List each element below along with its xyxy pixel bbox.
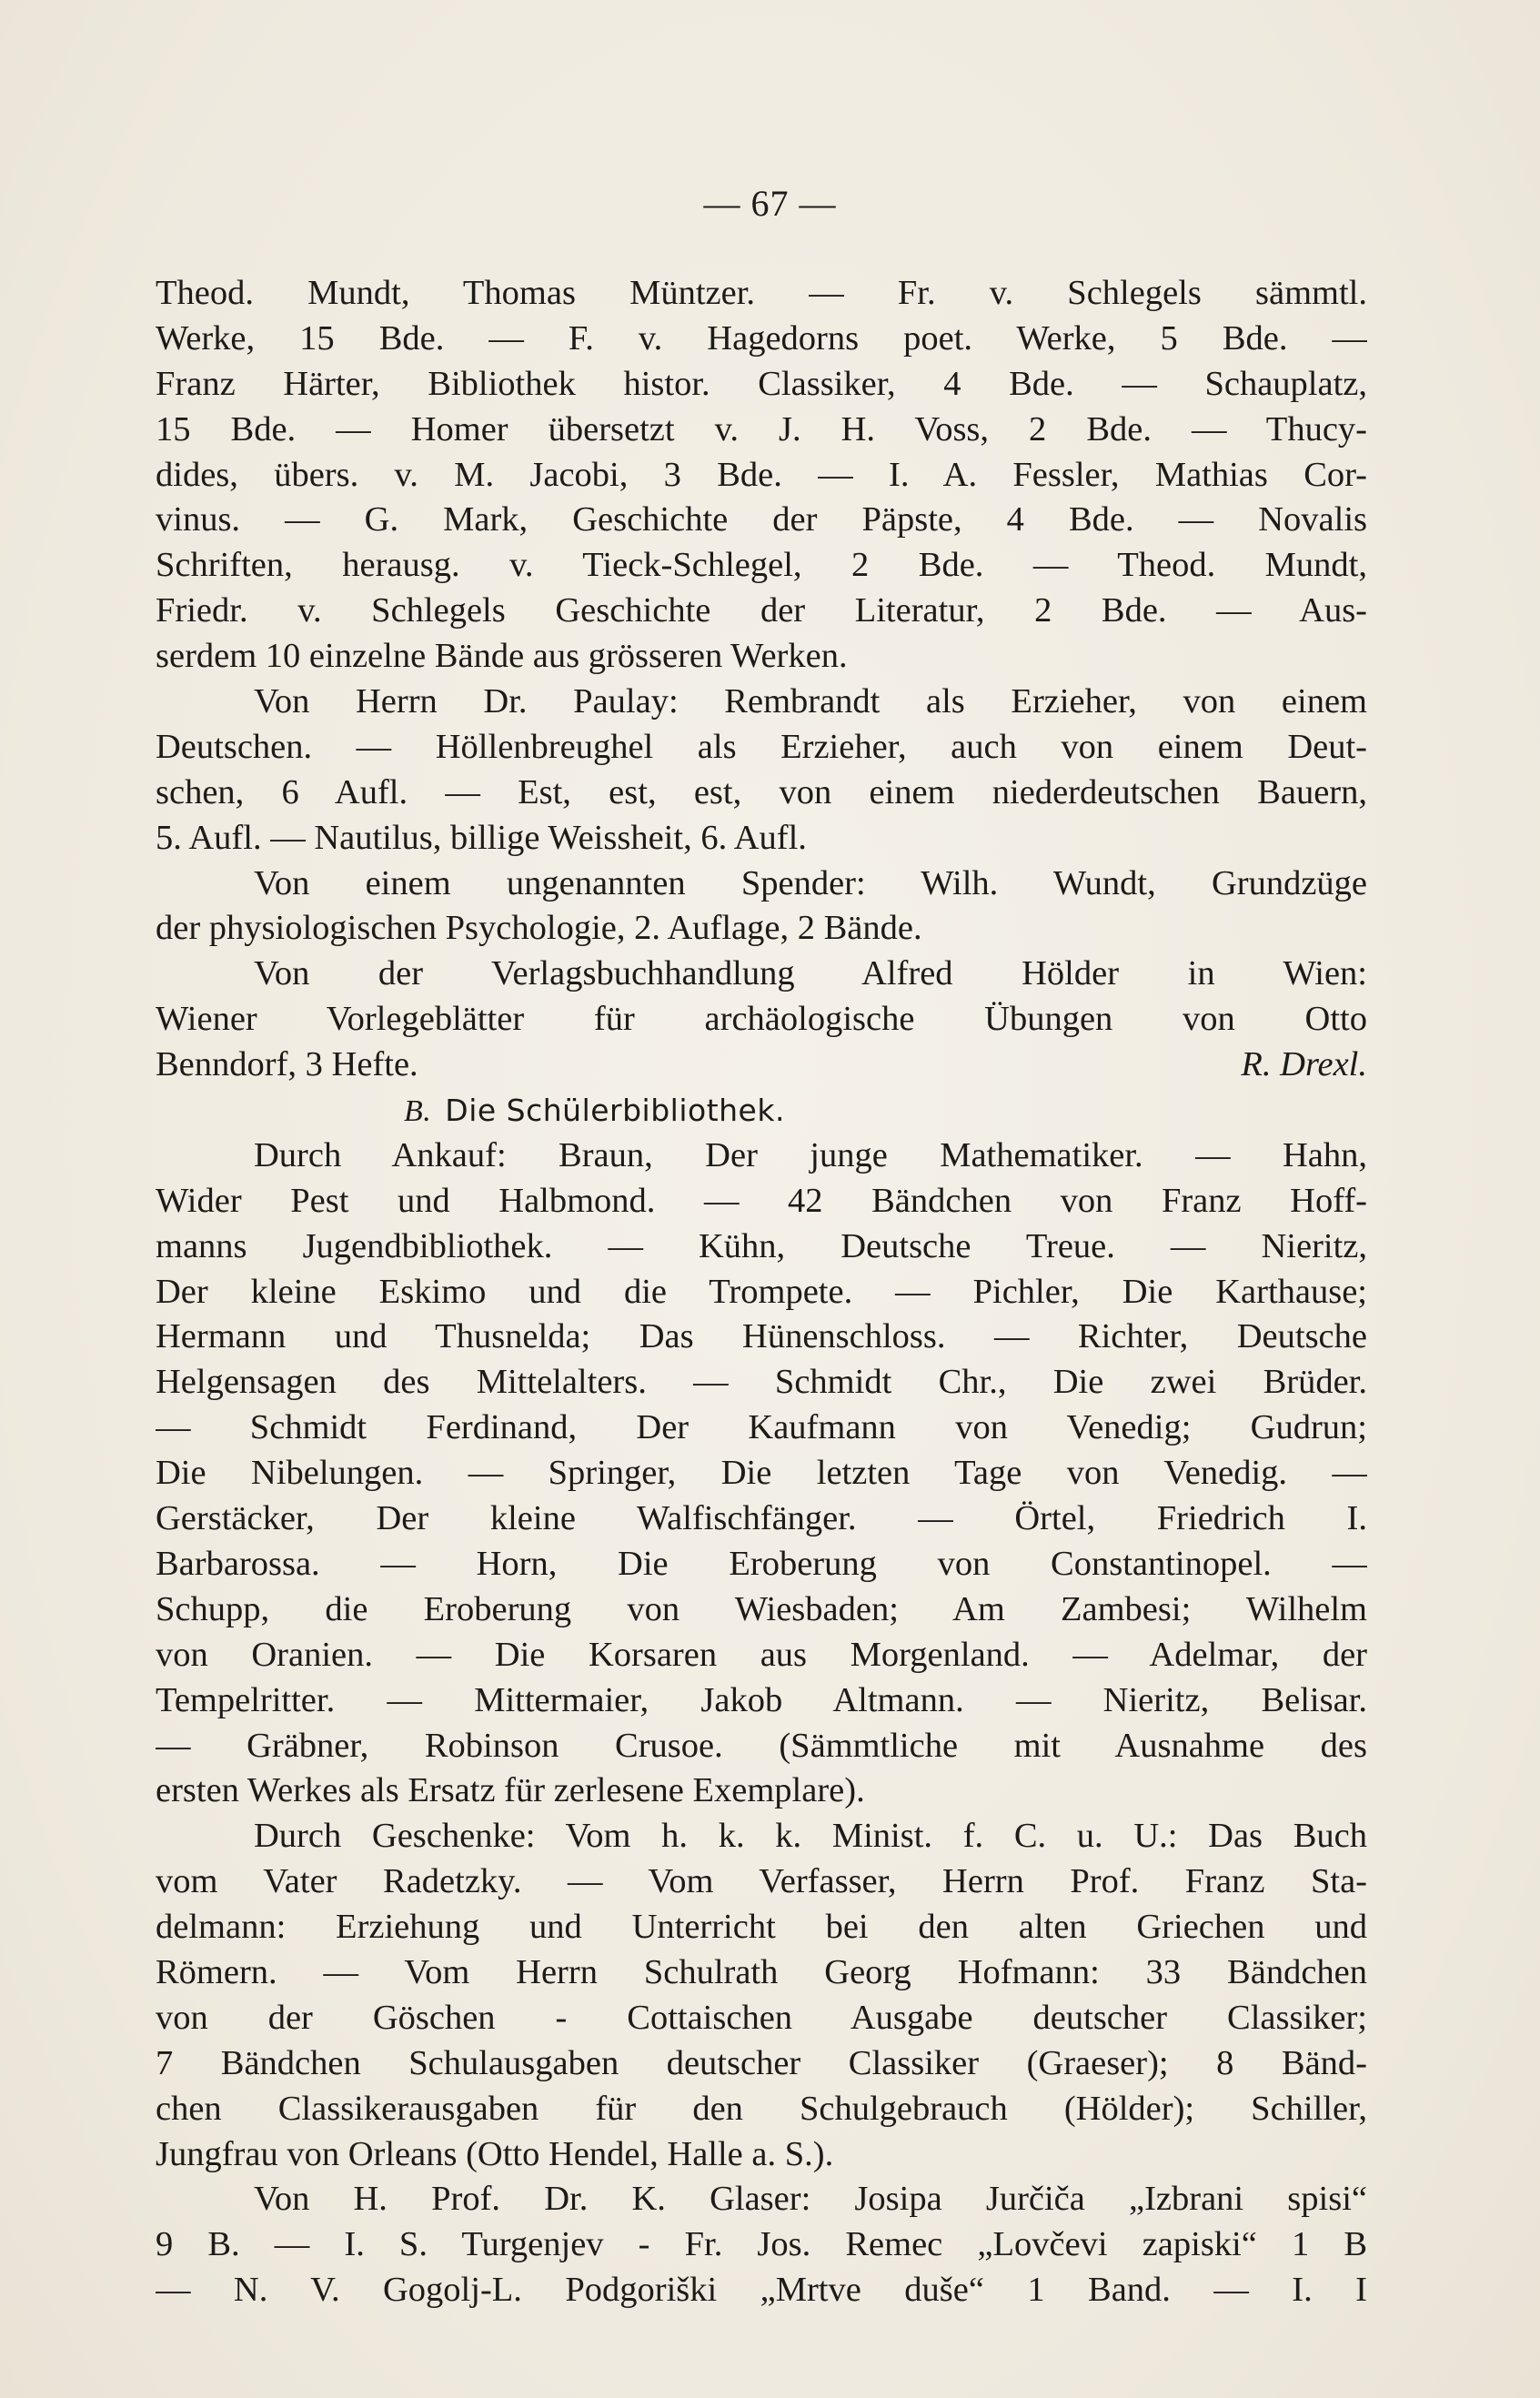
text-line: 5. Aufl. — Nautilus, billige Weissheit, 6. Aufl. — [156, 818, 807, 857]
text-line: serdem 10 einzelne Bände aus grösseren Werken. — [156, 637, 848, 676]
author-signature: R. Drexl. — [1241, 1045, 1367, 1084]
text-line: Von der Verlagsbuchhandlung Alfred Hölder in Wien: — [254, 954, 1367, 993]
text-line: Barbarossa. — Horn, Die Eroberung von Constantinopel. — — [156, 1544, 1367, 1583]
text-line: delmann: Erziehung und Unterricht bei den alten Griechen und — [156, 1908, 1367, 1947]
text-line: Von einem ungenannten Spender: Wilh. Wundt, Grundzüge — [254, 863, 1367, 902]
section-heading — [156, 1088, 1367, 1134]
text-line: Römern. — Vom Herrn Schulrath Georg Hofmann: 33 Bändchen — [156, 1952, 1367, 1991]
text-line: — Gräbner, Robinson Crusoe. (Sämmtliche mit Ausnahme des — [156, 1726, 1367, 1765]
text-line: vinus. — G. Mark, Geschichte der Päpste, 4 Bde. — Novalis — [156, 500, 1367, 539]
text-line: Wider Pest und Halbmond. — 42 Bändchen von Franz Hoff- — [156, 1181, 1367, 1220]
text-line: der physiologischen Psychologie, 2. Auflage, 2 Bände. — [156, 909, 922, 948]
text-line: Theod. Mundt, Thomas Müntzer. — Fr. v. Schlegels sämmtl. — [156, 274, 1367, 312]
text-block — [156, 271, 1367, 2313]
text-line: von Oranien. — Die Korsaren aus Morgenland. — Adelmar, der — [156, 1635, 1367, 1674]
text-line: Helgensagen des Mittelalters. — Schmidt Chr., Die zwei Brüder. — [156, 1363, 1367, 1402]
text-line: Jungfrau von Orleans (Otto Hendel, Halle a. S.). — [156, 2134, 834, 2173]
text-line: 15 Bde. — Homer übersetzt v. J. H. Voss, 2 Bde. — Thucy- — [156, 409, 1367, 448]
text-line: Werke, 15 Bde. — F. v. Hagedorns poet. Werke, 5 Bde. — — [156, 318, 1367, 358]
text-line: Die Nibelungen. — Springer, Die letzten Tage von Venedig. — — [156, 1454, 1367, 1493]
text-line: ersten Werkes als Ersatz für zerlesene Exemplare). — [156, 1771, 865, 1810]
section-letter: B. — [404, 1094, 432, 1129]
text-line-with-signature — [156, 1043, 1367, 1088]
text-line: Gerstäcker, Der kleine Walfischfänger. — Örtel, Friedrich I. — [156, 1499, 1367, 1538]
text-line: 7 Bändchen Schulausgaben deutscher Classiker (Graeser); 8 Bänd- — [156, 2043, 1367, 2082]
text-line: Von Herrn Dr. Paulay: Rembrandt als Erzieher, von einem — [254, 682, 1367, 721]
text-line: Deutschen. — Höllenbreughel als Erzieher, auch von einem Deut- — [156, 727, 1367, 766]
section-title: Die Schülerbibliothek. — [445, 1093, 785, 1129]
text-line: Tempelritter. — Mittermaier, Jakob Altmann. — Nieritz, Belisar. — [156, 1680, 1367, 1719]
text-line: Hermann und Thusnelda; Das Hünenschloss. — Richter, Deutsche — [156, 1317, 1367, 1356]
text-line: dides, übers. v. M. Jacobi, 3 Bde. — I. A. Fessler, Mathias Cor- — [156, 455, 1367, 494]
text-line: Schupp, die Eroberung von Wiesbaden; Am Zambesi; Wilhelm — [156, 1589, 1367, 1628]
text-line: Wiener Vorlegeblätter für archäologische Übungen von Otto — [156, 1000, 1367, 1039]
text-line: vom Vater Radetzky. — Vom Verfasser, Herrn Prof. Franz Sta- — [156, 1862, 1367, 1901]
text-line: 9 B. — I. S. Turgenjev - Fr. Jos. Remec „Lovčevi zapiski“ 1 B — [156, 2225, 1367, 2264]
text-line: schen, 6 Aufl. — Est, est, est, von einem niederdeutschen Bauern, — [156, 772, 1367, 811]
text-line: — N. V. Gogolj-L. Podgoriški „Mrtve duše“ 1 Band. — I. I — [156, 2271, 1367, 2310]
text-line-content: Benndorf, 3 Hefte. — [156, 1045, 418, 1084]
text-line: Der kleine Eskimo und die Trompete. — Pichler, Die Karthause; — [156, 1272, 1367, 1311]
text-line: Durch Ankauf: Braun, Der junge Mathematiker. — Hahn, — [254, 1135, 1367, 1174]
text-line: Friedr. v. Schlegels Geschichte der Literatur, 2 Bde. — Aus- — [156, 591, 1367, 630]
text-line: chen Classikerausgaben für den Schulgebrauch (Hölder); Schiller, — [156, 2089, 1367, 2128]
text-line: Schriften, herausg. v. Tieck-Schlegel, 2 Bde. — Theod. Mundt, — [156, 546, 1367, 585]
text-line: Franz Härter, Bibliothek histor. Classiker, 4 Bde. — Schauplatz, — [156, 364, 1367, 403]
text-line: Von H. Prof. Dr. K. Glaser: Josipa Jurčiča „Izbrani spisi“ — [254, 2180, 1367, 2219]
text-line: — Schmidt Ferdinand, Der Kaufmann von Venedig; Gudrun; — [156, 1408, 1367, 1447]
text-line: manns Jugendbibliothek. — Kühn, Deutsche Treue. — Nieritz, — [156, 1226, 1367, 1265]
text-line: von der Göschen - Cottaischen Ausgabe deutscher Classiker; — [156, 1998, 1367, 2037]
page-number: — 67 — — [703, 183, 837, 224]
text-line: Durch Geschenke: Vom h. k. k. Minist. f. C. u. U.: Das Buch — [254, 1817, 1367, 1856]
